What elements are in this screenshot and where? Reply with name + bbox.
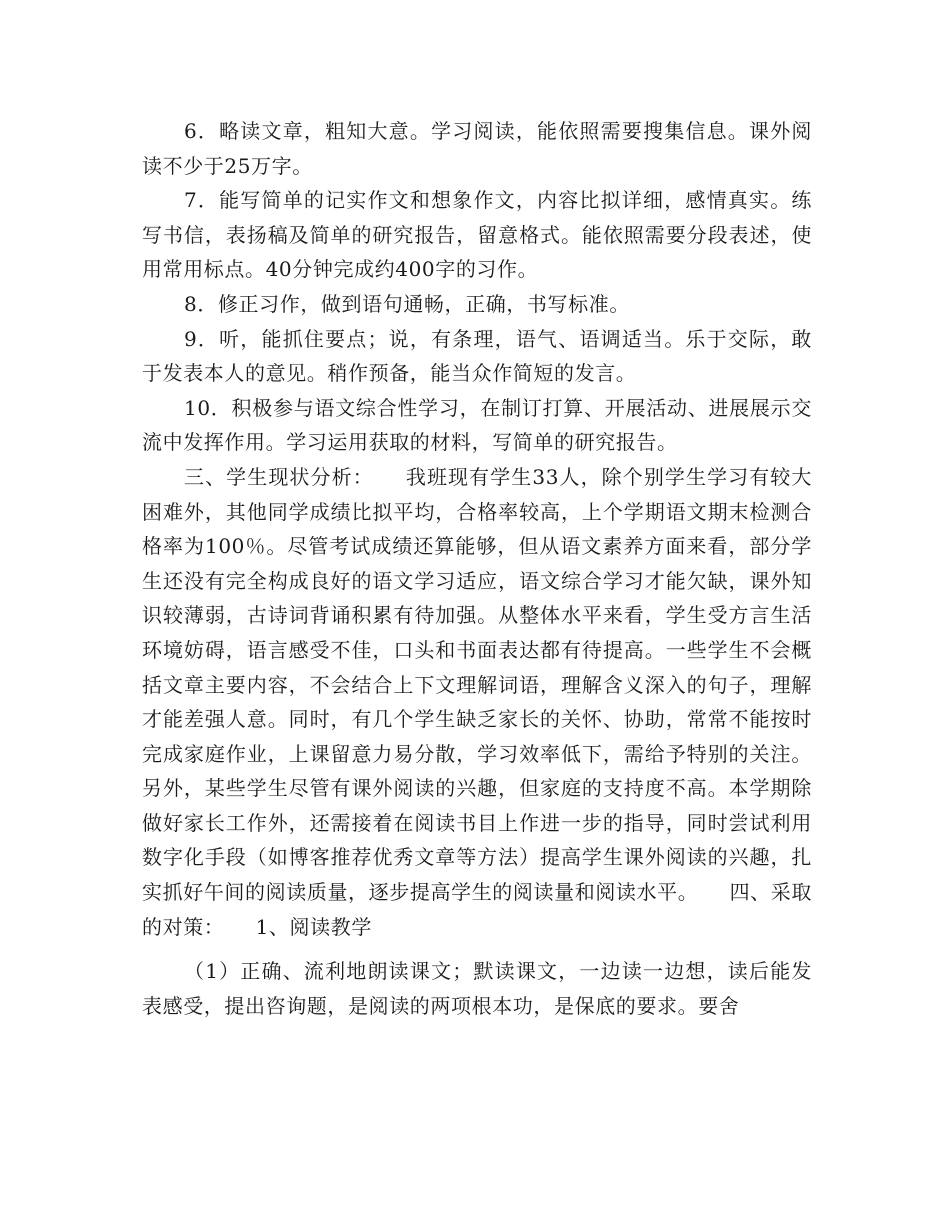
paragraph-item-6: 6．略读文章，粗知大意。学习阅读，能依照需要搜集信息。课外阅读不少于25万字。 xyxy=(142,119,812,178)
paragraph-item-8: 8．修正习作，做到语句通畅，正确，书写标准。 xyxy=(184,291,630,316)
paragraph-item-9: 9．听，能抓住要点；说，有条理，语气、语调适当。乐于交际，敢于发表本人的意见。稍作预备，能当众作简短的发言。 xyxy=(142,326,812,386)
document-body xyxy=(142,114,812,1023)
paragraph-reading-teaching-1: （1）正确、流利地朗读课文；默读课文，一边读一边想，读后能发表感受，提出咨询题，是阅读的两项根本功，是保底的要求。要舍 xyxy=(142,959,812,1018)
paragraph-item-7: 7．能写简单的记实作文和想象作文，内容比拟详细，感情真实。练写书信，表扬稿及简单的研究报告，留意格式。能依照需要分段表述，使用常用标点。40分钟完成约400字的习作。 xyxy=(142,188,812,282)
paragraph-student-analysis: 三、学生现状分析： 我班现有学生33人，除个别学生学习有较大困难外，其他同学成绩比拟平均，合格率较高，上个学期语文期末检测合格率为100％。尽管考试成绩还算能够，但从语文素养方面来看，部分学生还没有完全构成良好的语文学习适应，语文综合学习才能欠缺，课外知识较薄弱，古诗词背诵积累有待加强。从整体水平来看，学生受方言生活环境妨碍，语言感受不佳，口头和书面表达都有待提高。一些学生不会概括文章主要内容，不会结合上下文理解词语，理解含义深入的句子，理解才能差强人意。同时，有几个学生缺乏家长的关怀、协助，常常不能按时完成家庭作业，上课留意力易分散，学习效率低下，需给予特别的关注。另外，某些学生尽管有课外阅读的兴趣，但家庭的支持度不高。本学期除做好家长工作外，还需接着在阅读书目上作进一步的指导，同时尝试利用数字化手段（如博客推荐优秀文章等方法）提高学生课外阅读的兴趣，扎实抓好午间的阅读质量，逐步提高学生的阅读量和阅读水平。 四、采取的对策： 1、阅读教学 xyxy=(142,464,812,939)
paragraph-item-10: 10．积极参与语文综合性学习，在制订打算、开展活动、进展展示交流中发挥作用。学习运用获取的材料，写简单的研究报告。 xyxy=(142,395,812,455)
